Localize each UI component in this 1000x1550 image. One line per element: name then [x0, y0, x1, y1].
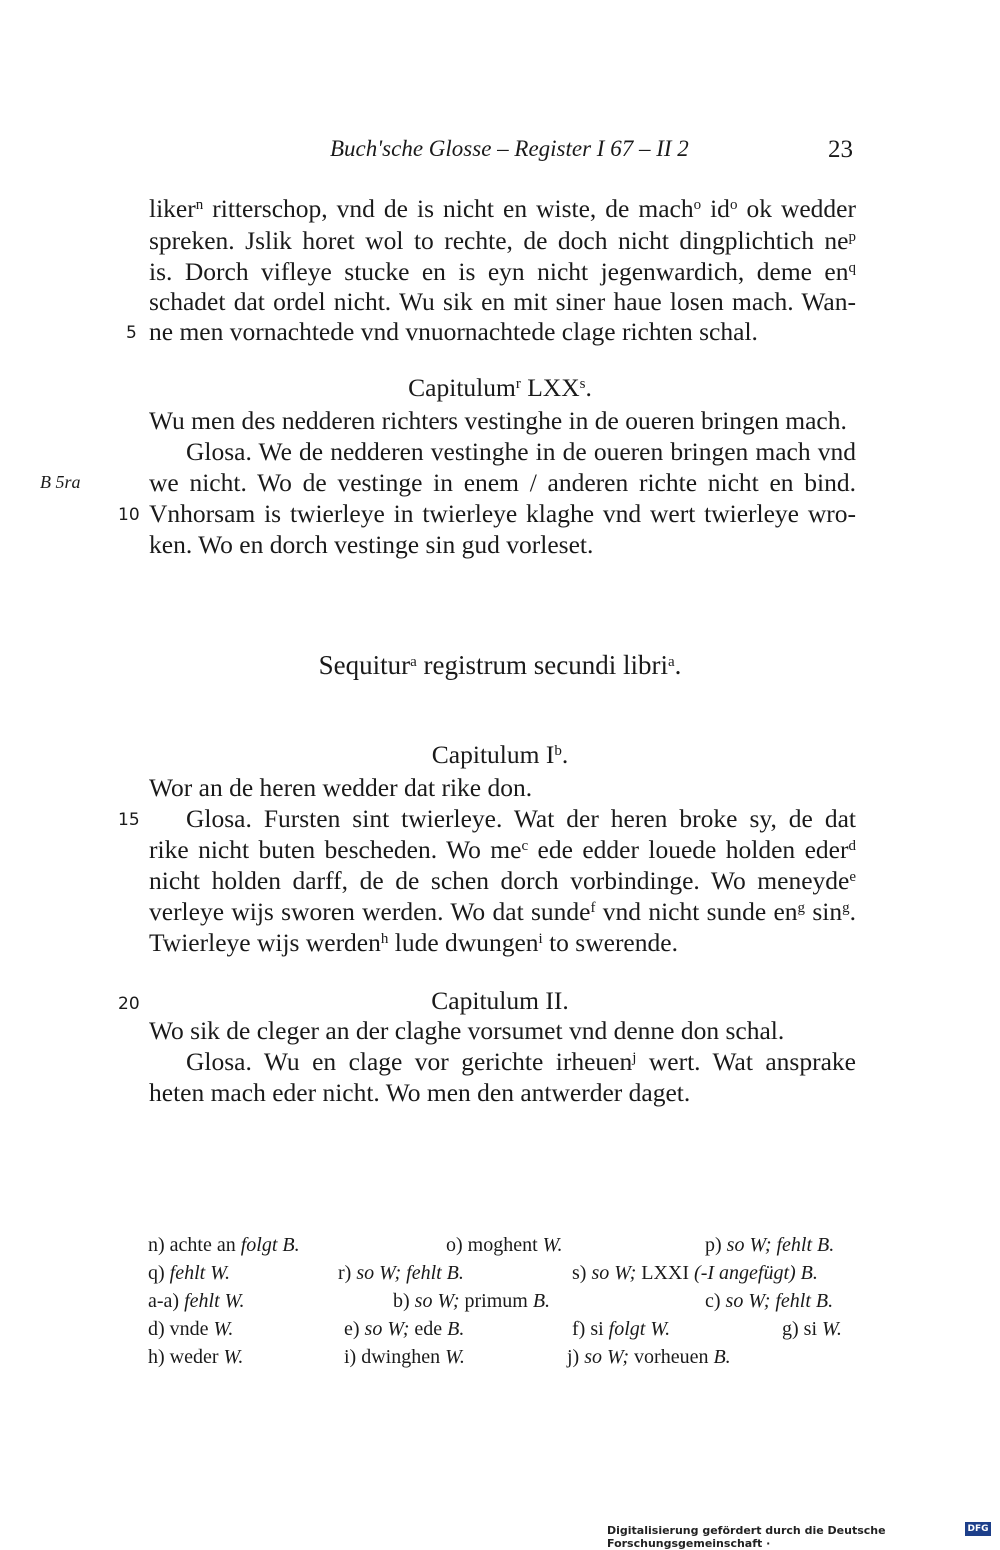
line-number: 5: [126, 323, 137, 343]
chapter-heading: Capitulum $I^b$.: [431, 740, 569, 769]
footnote: i) dwinghen W.: [344, 1346, 465, 1368]
footnote: b) so W; primum B.: [393, 1290, 551, 1312]
chapter-heading: Capitulum II.: [431, 986, 569, 1015]
footnote: g) si W.: [782, 1318, 842, 1340]
digitization-credit: Digitalisierung gefördert durch die Deutsche Forschungsgemeinschaft ·: [607, 1524, 886, 1550]
text-line: Wo sik de cleger an der claghe vorsumet vnd denne don schal.: [149, 1016, 785, 1045]
text-line: Glosa. Fursten sint twierleye. Wat der heren broke sy, de dat: [186, 804, 856, 833]
dfg-logo: DFG: [965, 1522, 991, 1536]
footnote: j) so W; vorheuen B.: [567, 1346, 731, 1368]
running-header: Buch'sche Glosse – Register I 67 – II 2: [330, 136, 689, 161]
footnote: s) so W; LXXI (-I angefügt) B.: [572, 1262, 818, 1284]
footnote: c) so W; fehlt B.: [705, 1290, 834, 1312]
text-line: ken. Wo en dorch vestinge sin gud vorleset.: [149, 530, 594, 559]
text-line: Wu men des nedderen richters vestinghe in de oueren bringen mach.: [149, 406, 847, 435]
text-line: Glosa. We de nedderen vestinghe in de oueren bringen mach vnd: [186, 437, 856, 466]
chapter-heading: Capitulum$^r$ LXX$^s$.: [408, 373, 592, 402]
text-line: is. Dorch vifleye stucke en is eyn nicht jegenwardich, deme $en^q$: [149, 257, 856, 286]
footnote: f) si folgt W.: [572, 1318, 671, 1340]
text-line: liker$^n$ ritterschop, vnd de is nicht en wiste, de mach$^o$ $id^o$ ok wedder: [149, 194, 856, 223]
footnote: d) vnde W.: [148, 1318, 234, 1340]
text-line: Glosa. Wu en clage vor gerichte irheuen$^j$ wert. Wat ansprake: [186, 1047, 856, 1076]
footnote: h) weder W.: [148, 1346, 244, 1368]
text-line: heten mach eder nicht. Wo men den antwerder daget.: [149, 1078, 691, 1107]
text-line: ne men vornachtede vnd vnuornachtede clage richten schal.: [149, 317, 758, 346]
margin-note: B 5ra: [40, 472, 81, 492]
footnote: n) achte an folgt B.: [148, 1234, 300, 1256]
footnote: e) so W; ede B.: [344, 1318, 465, 1340]
text-line: spreken. Jslik horet wol to rechte, de doch nicht dingplichtich $ne^p$: [149, 226, 856, 255]
text-line: schadet dat ordel nicht. Wu sik en mit siner haue losen mach. Wan-: [149, 287, 856, 316]
line-number: 15: [118, 810, 140, 830]
text-line: Twierleye wijs werden$^h$ lude dwungen$^i$ to swerende.: [149, 928, 678, 957]
footnote: o) moghent W.: [446, 1234, 563, 1256]
footnote: q) fehlt W.: [148, 1262, 231, 1284]
text-line: we nicht. Wo de vestinge in enem / anderen richte nicht en bind.: [149, 468, 856, 497]
footnote: p) so W; fehlt B.: [705, 1234, 835, 1256]
footnote: r) so W; fehlt B.: [338, 1262, 464, 1284]
text-line: Wor an de heren wedder dat rike don.: [149, 773, 533, 802]
text-line: rike nicht buten bescheden. Wo $me^c$ ede edder louede holden eder$^d$: [149, 835, 856, 864]
register-title: Sequitur$^a$ registrum secundi libri$^a$.: [318, 650, 682, 680]
text-line: nicht holden darff, de de schen dorch vorbindinge. Wo meneyde$^e$: [149, 866, 856, 895]
footnote: a-a) fehlt W.: [148, 1290, 245, 1312]
line-number: 10: [118, 505, 140, 525]
line-number: 20: [118, 994, 140, 1014]
page-number: 23: [828, 136, 853, 163]
text-line: verleye wijs sworen werden. Wo dat sunde$^f$ vnd nicht sunde $en^g$ $\sin^g$.: [149, 897, 856, 926]
text-line: Vnhorsam is twierleye in twierleye klaghe vnd wert twierleye wro-: [149, 499, 856, 528]
